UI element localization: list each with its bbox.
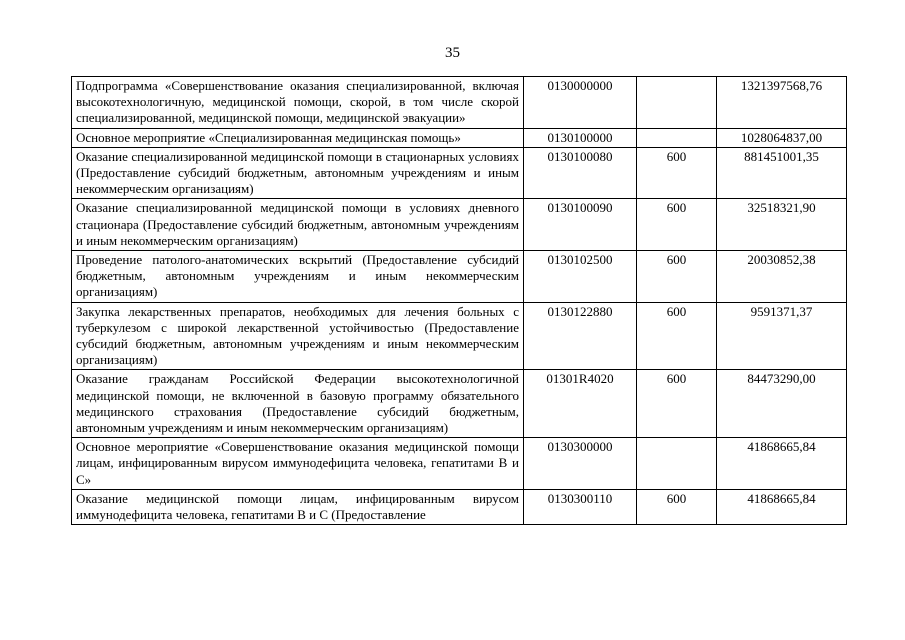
table-row — [72, 251, 847, 303]
row-name-cell: Закупка лекарственных препаратов, необходимых для лечения больных с туберкулезом с широкой лекарственной устойчивостью (Предоставление субсидий бюджетным, автономным учреждениям и иным некоммерческим организациям) — [72, 302, 524, 370]
row-name-cell: Проведение патолого-анатомических вскрытий (Предоставление субсидий бюджетным, автономным учреждениям и иным некоммерческим организациям) — [72, 251, 524, 303]
row-amount-cell: 32518321,90 — [717, 199, 847, 251]
table-row — [72, 489, 847, 524]
row-code-cell: 0130102500 — [524, 251, 637, 303]
table-row — [72, 128, 847, 147]
row-amount-cell: 41868665,84 — [717, 438, 847, 490]
row-name-cell: Подпрограмма «Совершенствование оказания специализированной, включая высокотехнологичную, медицинской помощи, скорой, в том числе скорой специализированной, медицинской помощи, медицинской эвакуации» — [72, 77, 524, 129]
row-amount-cell: 41868665,84 — [717, 489, 847, 524]
row-code-cell: 0130300110 — [524, 489, 637, 524]
row-expense-type-cell — [637, 128, 717, 147]
row-expense-type-cell: 600 — [637, 489, 717, 524]
row-code-cell: 0130100090 — [524, 199, 637, 251]
row-amount-cell: 9591371,37 — [717, 302, 847, 370]
row-code-cell: 0130122880 — [524, 302, 637, 370]
row-expense-type-cell: 600 — [637, 251, 717, 303]
row-amount-cell: 84473290,00 — [717, 370, 847, 438]
row-expense-type-cell: 600 — [637, 147, 717, 199]
row-expense-type-cell: 600 — [637, 199, 717, 251]
budget-table — [71, 76, 847, 525]
row-name-cell: Оказание гражданам Российской Федерации высокотехнологичной медицинской помощи, не включенной в базовую программу обязательного медицинского страхования (Предоставление субсидий бюджетным, автономным учреждениям и иным некоммерческим организациям) — [72, 370, 524, 438]
row-name-cell: Оказание медицинской помощи лицам, инфицированным вирусом иммунодефицита человека, гепатитами B и C (Предоставление — [72, 489, 524, 524]
row-amount-cell: 881451001,35 — [717, 147, 847, 199]
table-row — [72, 77, 847, 129]
row-name-cell: Оказание специализированной медицинской помощи в условиях дневного стационара (Предоставление субсидий бюджетным, автономным учреждениям и иным некоммерческим организациям) — [72, 199, 524, 251]
row-amount-cell: 20030852,38 — [717, 251, 847, 303]
row-name-cell: Оказание специализированной медицинской помощи в стационарных условиях (Предоставление субсидий бюджетным, автономным учреждениям и иным некоммерческим организациям) — [72, 147, 524, 199]
table-row — [72, 370, 847, 438]
row-name-cell: Основное мероприятие «Совершенствование оказания медицинской помощи лицам, инфицированным вирусом иммунодефицита человека, гепатитами B и C» — [72, 438, 524, 490]
row-name-cell: Основное мероприятие «Специализированная медицинская помощь» — [72, 128, 524, 147]
row-expense-type-cell: 600 — [637, 302, 717, 370]
row-code-cell: 01301R4020 — [524, 370, 637, 438]
row-code-cell: 0130100000 — [524, 128, 637, 147]
table-row — [72, 147, 847, 199]
row-code-cell: 0130000000 — [524, 77, 637, 129]
table-row — [72, 199, 847, 251]
row-amount-cell: 1028064837,00 — [717, 128, 847, 147]
table-row — [72, 302, 847, 370]
row-expense-type-cell — [637, 77, 717, 129]
page-number: 35 — [445, 45, 460, 61]
row-code-cell: 0130100080 — [524, 147, 637, 199]
row-code-cell: 0130300000 — [524, 438, 637, 490]
table-row — [72, 438, 847, 490]
row-expense-type-cell: 600 — [637, 370, 717, 438]
row-expense-type-cell — [637, 438, 717, 490]
row-amount-cell: 1321397568,76 — [717, 77, 847, 129]
